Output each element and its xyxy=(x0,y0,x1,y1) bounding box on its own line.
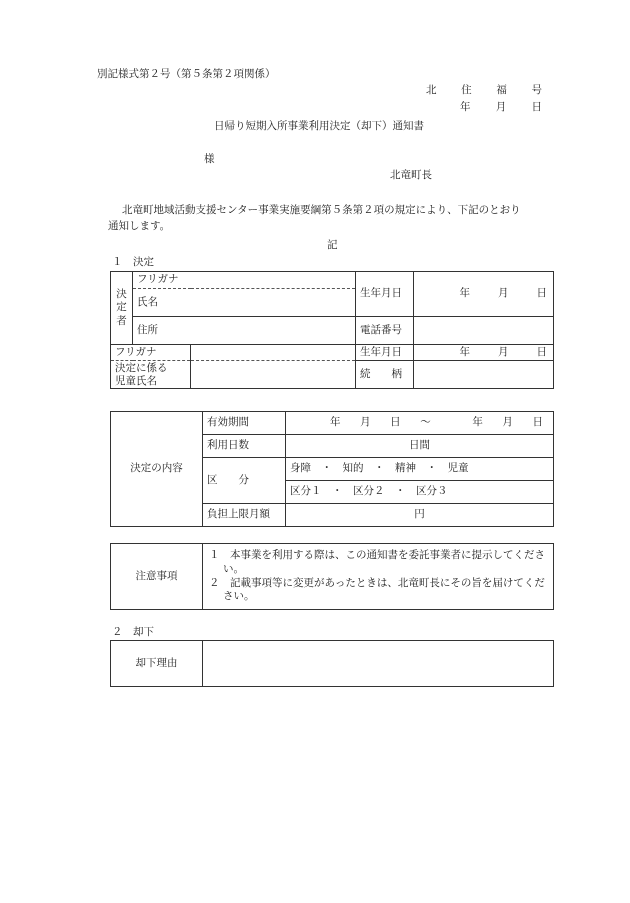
date-day: 日 xyxy=(531,101,542,113)
address-field[interactable] xyxy=(191,317,356,345)
section1-heading: １ 決定 xyxy=(112,256,154,268)
document-number xyxy=(426,84,542,97)
birthdate-label: 生年月日 xyxy=(356,272,414,317)
category-level-options[interactable]: 区分１ ・ 区分２ ・ 区分３ xyxy=(286,481,554,504)
notes-label: 注意事項 xyxy=(111,544,203,610)
date-month: 月 xyxy=(495,101,507,113)
issuer: 北竜町長 xyxy=(390,169,432,181)
rejection-reason-label: 却下理由 xyxy=(111,641,203,687)
address-label: 住所 xyxy=(133,317,191,345)
doc-number-part: 住 xyxy=(461,84,472,96)
ki-heading: 記 xyxy=(327,239,338,251)
form-label: 別記様式第２号（第５条第２項関係） xyxy=(97,68,276,80)
furigana-label: フリガナ xyxy=(133,272,191,289)
monthly-limit-field[interactable]: 円 xyxy=(286,504,554,527)
notes-content xyxy=(203,544,554,610)
decision-table xyxy=(110,271,554,389)
relation-label: 続 柄 xyxy=(356,361,414,389)
document-date xyxy=(460,101,542,114)
section2-heading: ２ 却下 xyxy=(112,626,154,638)
monthly-limit-label: 負担上限月額 xyxy=(203,504,286,527)
note-item: １ 本事業を利用する際は、この通知書を委託事業者に提示してください。 xyxy=(209,549,545,575)
name-field[interactable] xyxy=(191,289,356,317)
body-text-line1: 北竜町地域活動支援センター事業実施要綱第５条第２項の規定により、下記のとおり xyxy=(122,204,521,216)
child-birthdate-field[interactable]: 年 月 日 xyxy=(414,345,554,361)
addressee-suffix: 様 xyxy=(204,153,215,165)
decision-content-label: 決定の内容 xyxy=(111,412,203,527)
doc-number-part: 福 xyxy=(496,84,507,96)
date-year: 年 xyxy=(460,101,471,113)
decided-person-group-label: 決 定 者 xyxy=(111,272,133,345)
rejection-table xyxy=(110,640,554,687)
validity-field[interactable]: 年 月 日 ～ 年 月 日 xyxy=(286,412,554,435)
usage-days-field[interactable]: 日間 xyxy=(286,435,554,458)
child-name-field[interactable] xyxy=(191,361,356,389)
phone-field[interactable] xyxy=(414,317,554,345)
disability-type-options[interactable]: 身障 ・ 知的 ・ 精神 ・ 児童 xyxy=(286,458,554,481)
usage-days-label: 利用日数 xyxy=(203,435,286,458)
body-text-line2: 通知します。 xyxy=(108,220,171,232)
category-label: 区 分 xyxy=(203,458,286,504)
birthdate-field[interactable]: 年 月 日 xyxy=(414,272,554,317)
validity-label: 有効期間 xyxy=(203,412,286,435)
name-label: 氏名 xyxy=(133,289,191,317)
furigana-field[interactable] xyxy=(191,272,356,289)
child-furigana-label: フリガナ xyxy=(111,345,191,361)
child-name-label: 決定に係る 児童氏名 xyxy=(111,361,191,389)
document-title: 日帰り短期入所事業利用決定（却下）通知書 xyxy=(214,120,424,132)
doc-number-part: 北 xyxy=(426,84,437,96)
doc-number-part: 号 xyxy=(531,84,542,96)
phone-label: 電話番号 xyxy=(356,317,414,345)
child-furigana-field[interactable] xyxy=(191,345,356,361)
notes-table xyxy=(110,543,554,610)
rejection-reason-field[interactable] xyxy=(203,641,554,687)
relation-field[interactable] xyxy=(414,361,554,389)
decision-content-table xyxy=(110,411,554,527)
note-item: ２ 記載事項等に変更があったときは、北竜町長にその旨を届けてください。 xyxy=(209,576,545,603)
child-birthdate-label: 生年月日 xyxy=(356,345,414,361)
